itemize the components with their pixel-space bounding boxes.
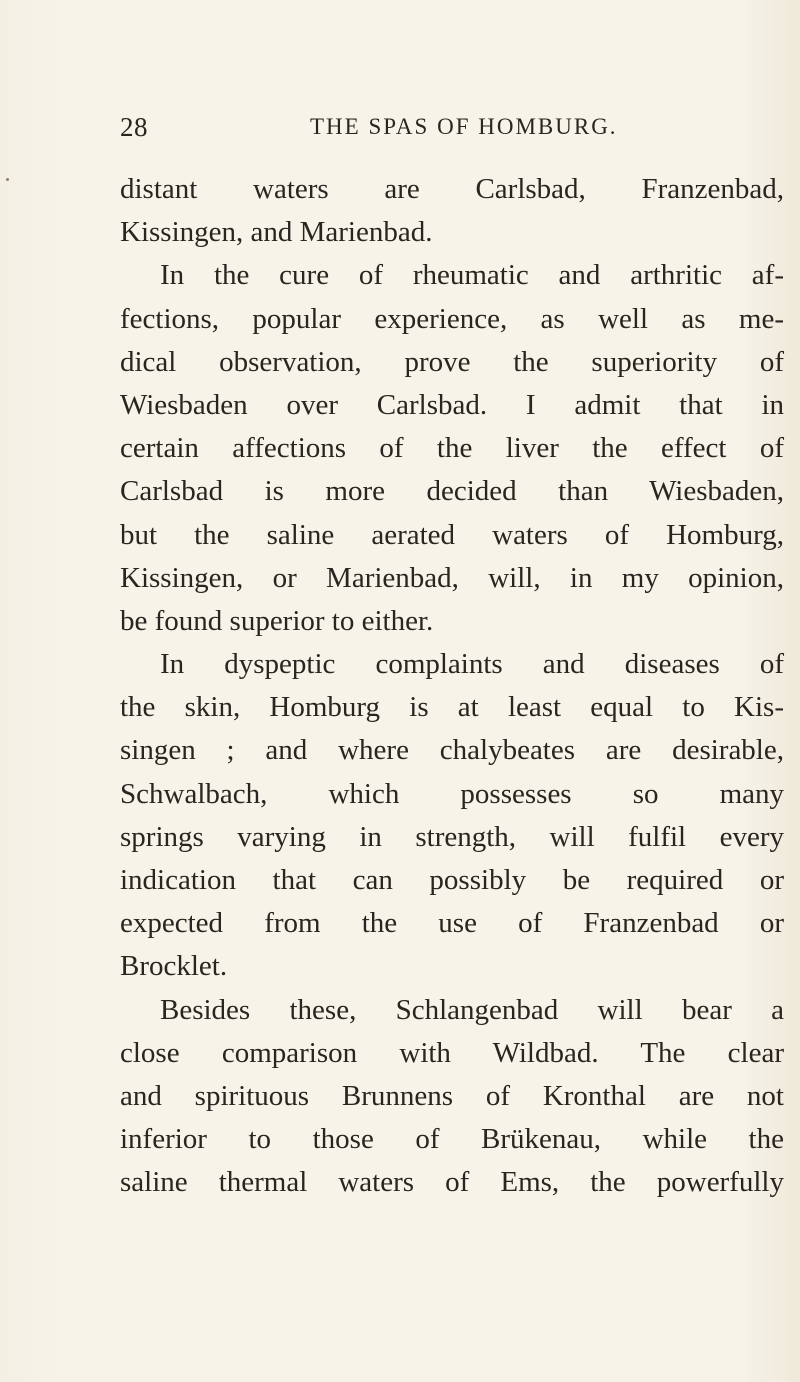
text-line: close comparison with Wildbad. The clear [120, 1036, 784, 1069]
text-line: fections, popular experience, as well as me- [120, 302, 784, 335]
running-head: THE SPAS OF HOMBURG. [310, 114, 618, 139]
text-line: the skin, Homburg is at least equal to Kis- [120, 691, 784, 724]
text-line: and spirituous Brunnens of Kronthal are not [120, 1079, 784, 1112]
text-line: be found superior to either. [120, 604, 434, 637]
text-line: certain affections of the liver the effect of [120, 432, 784, 465]
paper-speck [6, 178, 9, 181]
text-line: but the saline aerated waters of Homburg, [120, 518, 784, 551]
text-line: Kissingen, or Marienbad, will, in my opinion, [120, 561, 784, 594]
text-line: dical observation, prove the superiority of [120, 345, 784, 378]
page-number: 28 [120, 112, 148, 142]
text-line: springs varying in strength, will fulfil every [120, 820, 784, 853]
text-line: Schwalbach, which possesses so many [120, 777, 784, 810]
text-line: Brocklet. [120, 950, 228, 983]
text-line: distant waters are Carlsbad, Franzenbad, [120, 173, 784, 205]
text-line: indication that can possibly be required or [120, 864, 784, 896]
text-line: In the cure of rheumatic and arthritic af- [160, 259, 784, 292]
text-line: saline thermal waters of Ems, the powerfully [120, 1166, 784, 1199]
text-line: Besides these, Schlangenbad will bear a [160, 993, 784, 1026]
text-line: Kissingen, and Marienbad. [120, 216, 433, 249]
text-line: In dyspeptic complaints and diseases of [160, 648, 784, 681]
text-line: Wiesbaden over Carlsbad. I admit that in [120, 388, 784, 421]
text-line: inferior to those of Brükenau, while the [120, 1123, 784, 1156]
text-line: singen ; and where chalybeates are desirable, [120, 734, 784, 767]
page-header [120, 112, 680, 148]
text-line: Carlsbad is more decided than Wiesbaden, [120, 475, 784, 508]
text-line: expected from the use of Franzenbad or [120, 907, 784, 940]
body-text [120, 168, 784, 1205]
